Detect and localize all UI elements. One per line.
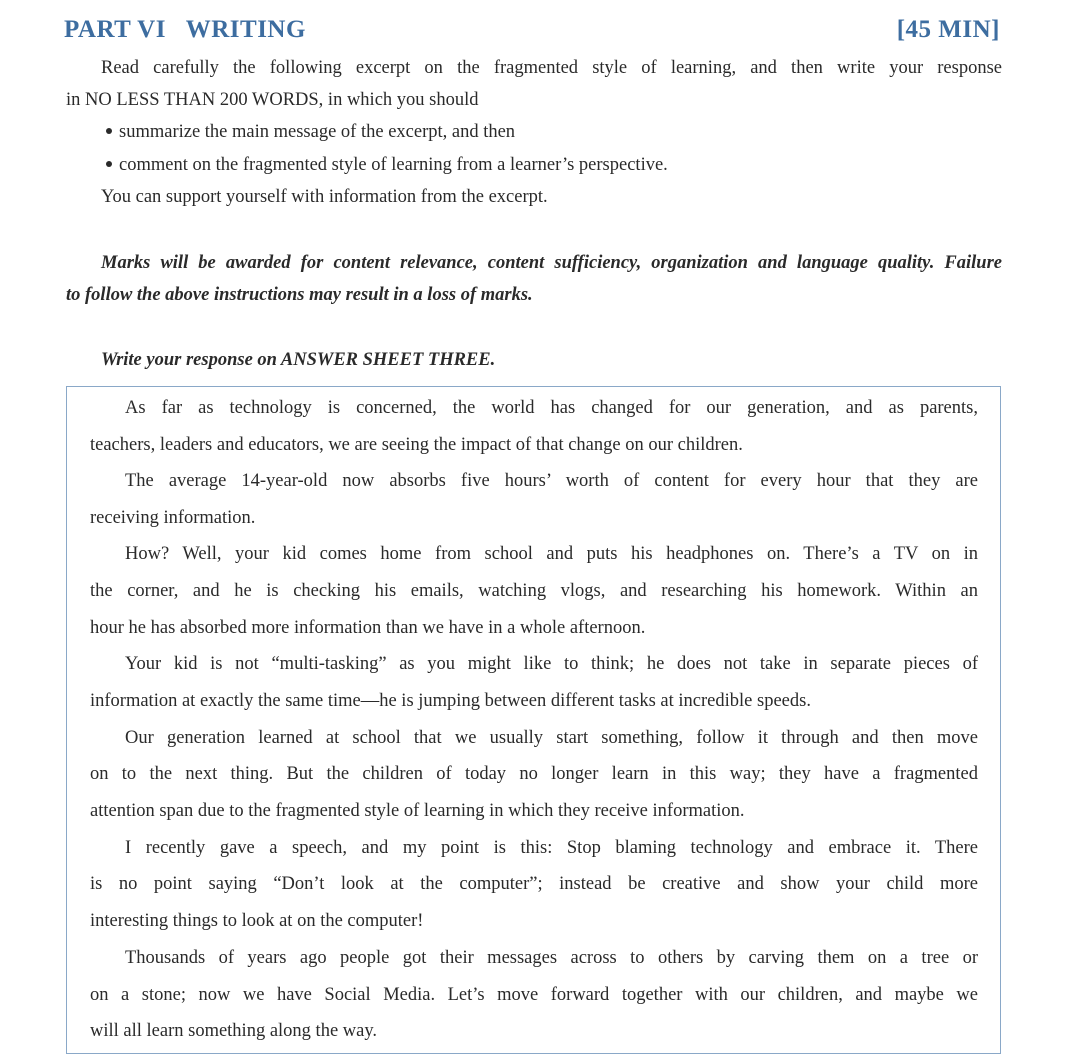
excerpt-line: interesting things to look at on the computer! (90, 911, 424, 931)
support-note: You can support yourself with information from the excerpt. (101, 187, 548, 207)
section-header (64, 16, 1000, 52)
excerpt-line: on a stone; now we have Social Media. Let’s move forward together with our children, and maybe we (90, 985, 978, 1005)
bullet-item (106, 120, 515, 144)
excerpt-line: As far as technology is concerned, the world has changed for our generation, and as parents, (125, 398, 978, 418)
excerpt-line: hour he has absorbed more information than we have in a whole afternoon. (90, 618, 646, 638)
excerpt-line: attention span due to the fragmented style of learning in which they receive information. (90, 801, 745, 821)
excerpt-line: Our generation learned at school that we usually start something, follow it through and then move (125, 728, 978, 748)
bullet-text: summarize the main message of the excerpt, and then (119, 122, 516, 142)
excerpt-line: on to the next thing. But the children of today no longer learn in this way; they have a fragmented (90, 764, 978, 784)
instruction-line-2: in NO LESS THAN 200 WORDS, in which you should (66, 90, 479, 110)
excerpt-line: How? Well, your kid comes home from school and puts his headphones on. There’s a TV on in (125, 544, 978, 564)
instruction-line-1: Read carefully the following excerpt on the fragmented style of learning, and then write your response (101, 58, 1002, 78)
marks-note-line-1: Marks will be awarded for content relevance, content sufficiency, organization and language quality. Failure (101, 253, 1002, 273)
excerpt-line: The average 14-year-old now absorbs five hours’ worth of content for every hour that they are (125, 471, 978, 491)
excerpt-line: Thousands of years ago people got their messages across to others by carving them on a tree or (125, 948, 978, 968)
marks-note-line-2: to follow the above instructions may result in a loss of marks. (66, 285, 533, 305)
excerpt-line: I recently gave a speech, and my point is this: Stop blaming technology and embrace it. There (125, 838, 978, 858)
excerpt-line: Your kid is not “multi-tasking” as you might like to think; he does not take in separate pieces of (125, 654, 978, 674)
bullet-text: comment on the fragmented style of learning from a learner’s perspective. (119, 155, 668, 175)
excerpt-line: the corner, and he is checking his emails, watching vlogs, and researching his homework. Within an (90, 581, 978, 601)
bullet-icon (106, 161, 112, 167)
excerpt-line: receiving information. (90, 508, 256, 528)
bullet-item (106, 153, 668, 177)
time-limit: [45 MIN] (896, 16, 1000, 43)
excerpt-line: is no point saying “Don’t look at the computer”; instead be creative and show your child more (90, 874, 978, 894)
excerpt-line: information at exactly the same time—he is jumping between different tasks at incredible speeds. (90, 691, 811, 711)
part-title: PART VI WRITING (64, 16, 306, 43)
excerpt-line: will all learn something along the way. (90, 1021, 378, 1041)
answer-sheet-note: Write your response on ANSWER SHEET THREE. (101, 350, 496, 370)
bullet-icon (106, 128, 112, 134)
excerpt-line: teachers, leaders and educators, we are seeing the impact of that change on our children. (90, 435, 743, 455)
